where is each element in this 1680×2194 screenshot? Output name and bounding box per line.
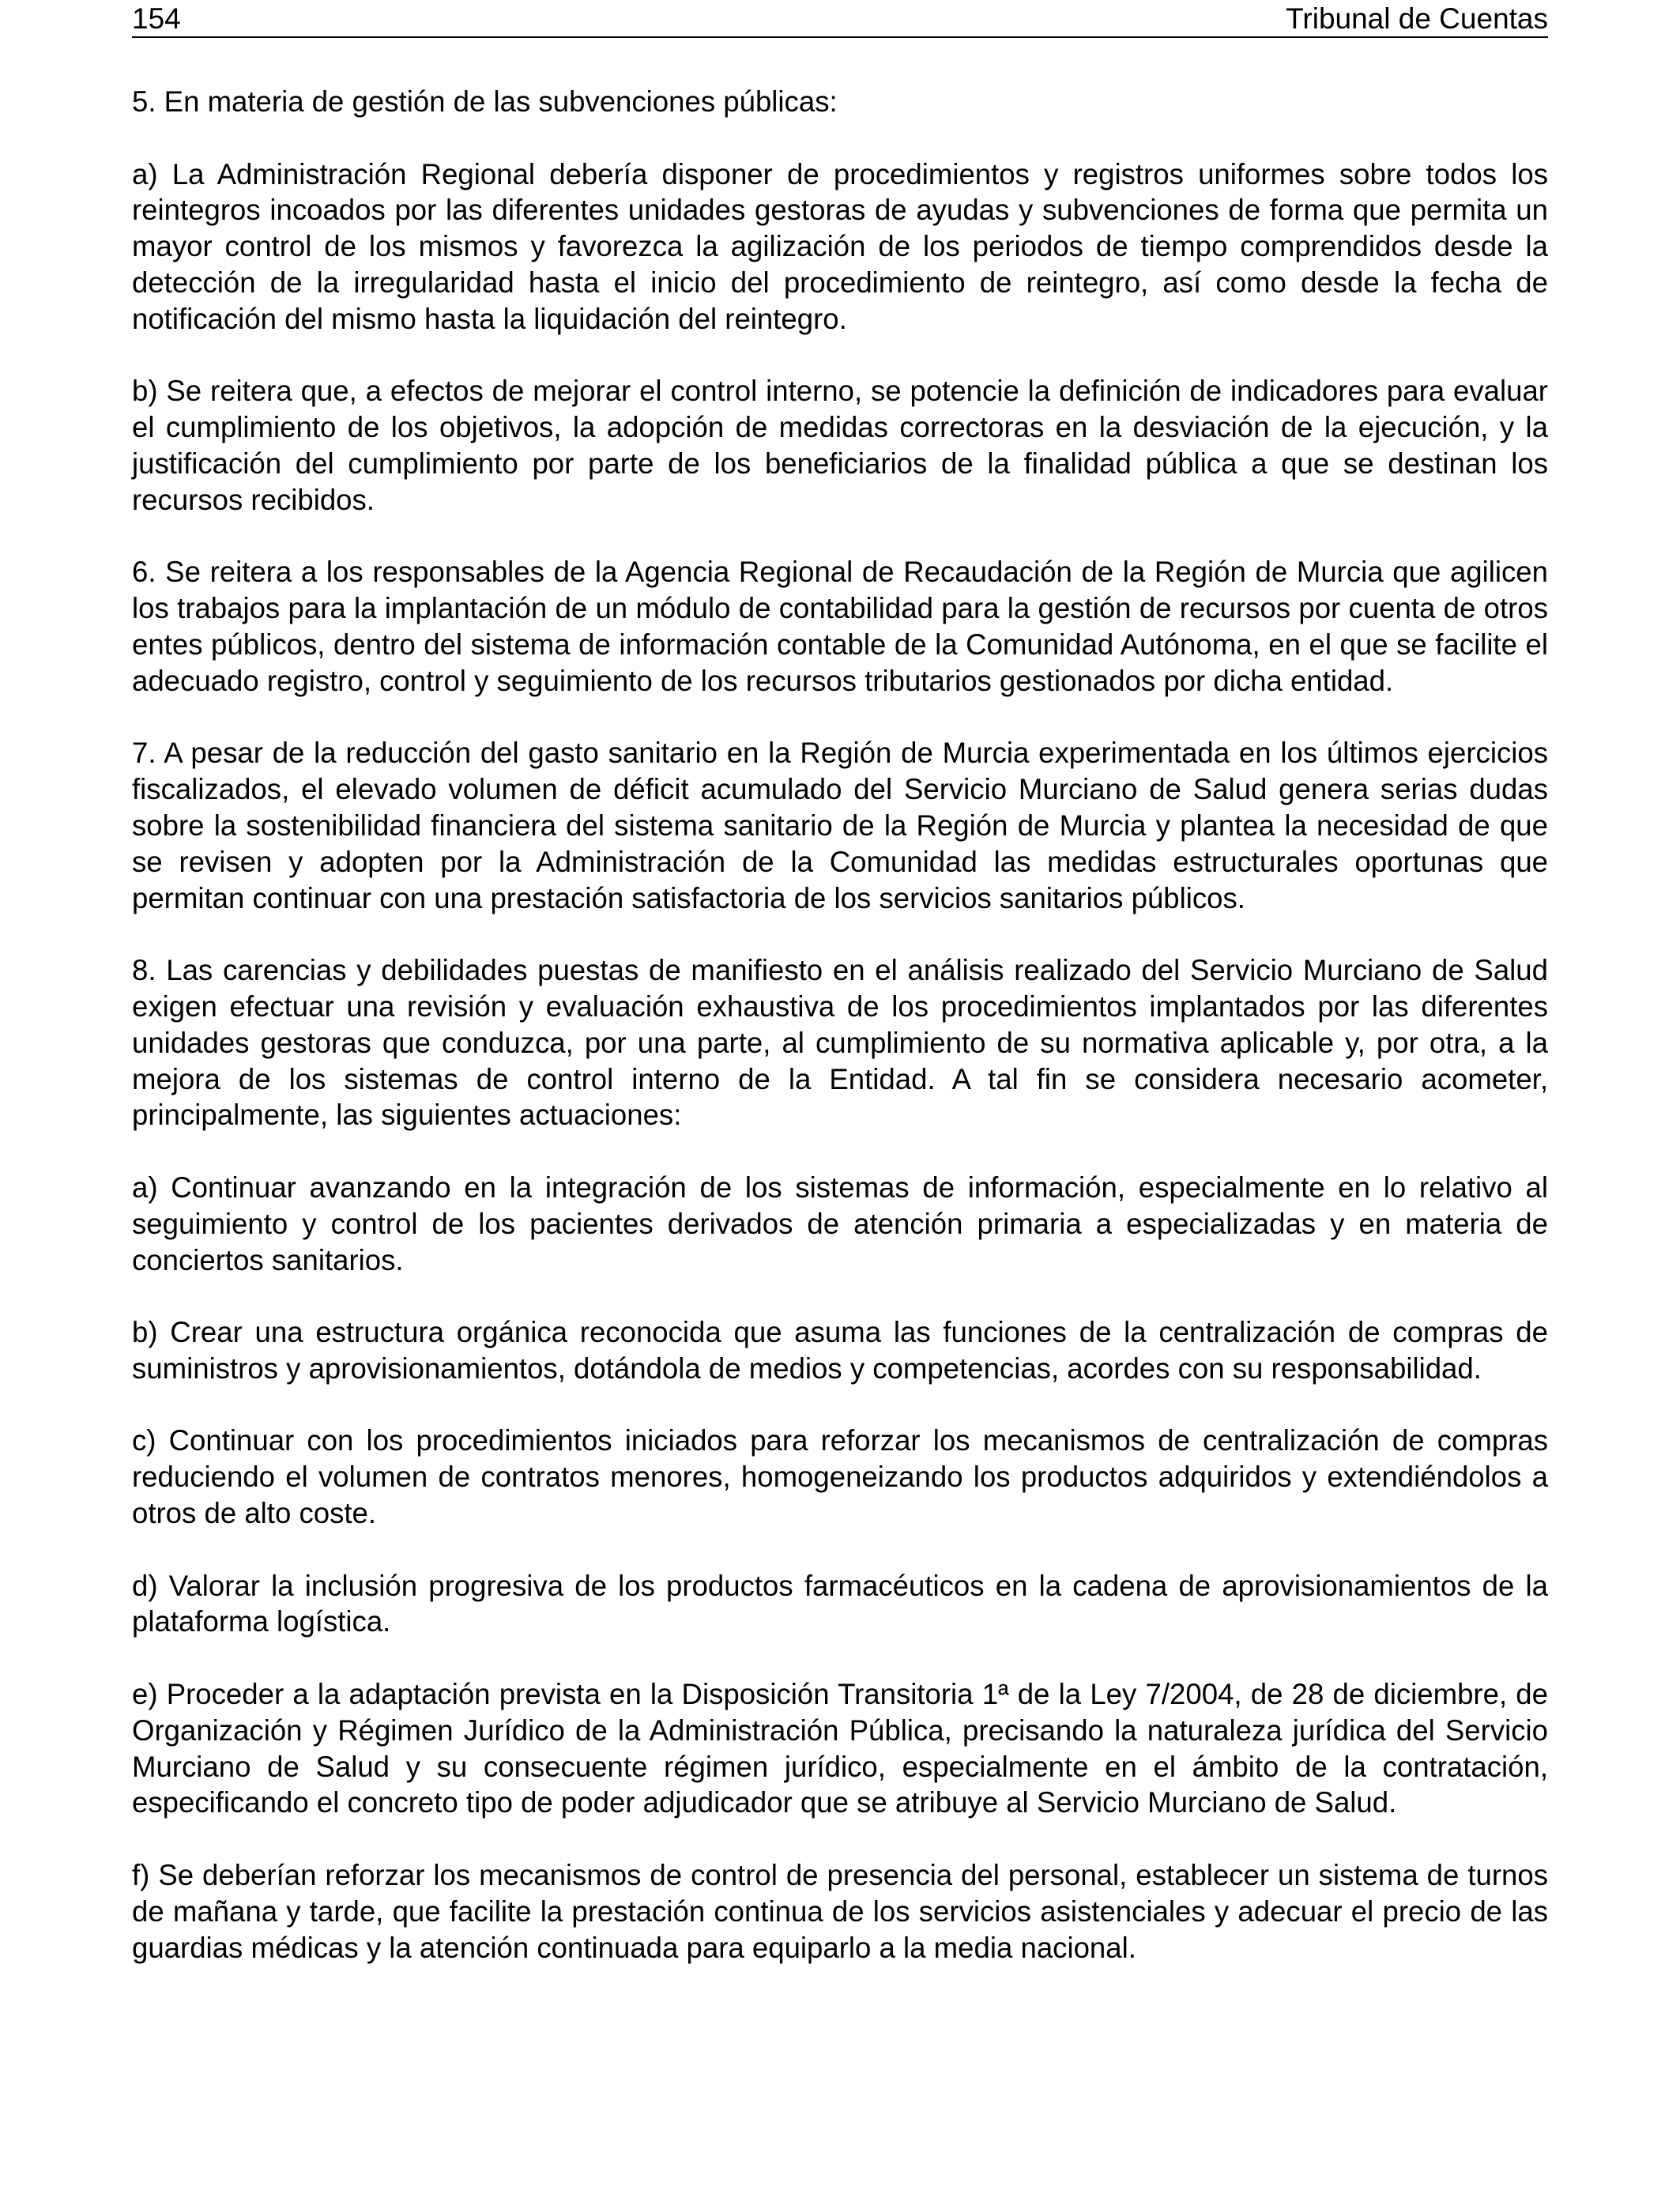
paragraph-8f: f) Se deberían reforzar los mecanismos de control de presencia del personal, establecer un sistema de turnos de mañana y tarde, que facilite la prestación continua de los servicios asistenciales y adecuar el precio de las guardias médicas y la atención continuada para equiparlo a la media nacional. — [132, 1859, 1548, 1964]
paragraph-8e: e) Proceder a la adaptación prevista en la Disposición Transitoria 1ª de la Ley 7/2004, de 28 de diciembre, de Organización y Régimen Jurídico de la Administración Pública, precisando la naturaleza jurídica del Servicio Murciano de Salud y su consecuente régimen jurídico, especialmente en el ámbito de la contratación, especificando el concreto tipo de poder adjudicador que se atribuye al Servicio Murciano de Salud. — [132, 1678, 1548, 1819]
paragraph-8-intro: 8. Las carencias y debilidades puestas de manifiesto en el análisis realizado del Servicio Murciano de Salud exigen efectuar una revisión y evaluación exhaustiva de los procedimientos implantados por las diferentes unidades gestoras que conduzca, por una parte, al cumplimiento de su normativa aplicable y, por otra, a la mejora de los sistemas de control interno de la Entidad. A tal fin se considera necesario acometer, principalmente, las siguientes actuaciones: — [132, 954, 1548, 1132]
paragraph-5-intro: 5. En materia de gestión de las subvenciones públicas: — [132, 85, 838, 118]
paragraph-8a: a) Continuar avanzando en la integración de los sistemas de información, especialmente en lo relativo al seguimiento y control de los pacientes derivados de atención primaria a especializadas y en materia de conciertos sanitarios. — [132, 1171, 1548, 1276]
document-body — [132, 84, 1548, 1966]
header-publisher: Tribunal de Cuentas — [1286, 2, 1548, 35]
page-header — [132, 2, 1548, 38]
paragraph-7: 7. A pesar de la reducción del gasto sanitario en la Región de Murcia experimentada en los últimos ejercicios fiscalizados, el elevado volumen de déficit acumulado del Servicio Murciano de Salud genera serias dudas sobre la sostenibilidad financiera del sistema sanitario de la Región de Murcia y plantea la necesidad de que se revisen y adopten por la Administración de la Comunidad las medidas estructurales oportunas que permitan continuar con una prestación satisfactoria de los servicios sanitarios públicos. — [132, 737, 1548, 914]
paragraph-8b: b) Crear una estructura orgánica reconocida que asuma las funciones de la centralización de compras de suministros y aprovisionamientos, dotándola de medios y competencias, acordes con su responsabilidad. — [132, 1316, 1548, 1385]
page-number: 154 — [132, 2, 181, 35]
paragraph-8c: c) Continuar con los procedimientos iniciados para reforzar los mecanismos de centralización de compras reduciendo el volumen de contratos menores, homogeneizando los productos adquiridos y extendiéndolos a otros de alto coste. — [132, 1424, 1548, 1530]
paragraph-6: 6. Se reitera a los responsables de la Agencia Regional de Recaudación de la Región de Murcia que agilicen los trabajos para la implantación de un módulo de contabilidad para la gestión de recursos por cuenta de otros entes públicos, dentro del sistema de información contable de la Comunidad Autónoma, en el que se facilite el adecuado registro, control y seguimiento de los recursos tributarios gestionados por dicha entidad. — [132, 556, 1548, 697]
paragraph-8d: d) Valorar la inclusión progresiva de los productos farmacéuticos en la cadena de aprovisionamientos de la plataforma logística. — [132, 1569, 1548, 1638]
paragraph-5b: b) Se reitera que, a efectos de mejorar el control interno, se potencie la definición de indicadores para evaluar el cumplimiento de los objetivos, la adopción de medidas correctoras en la desviación de la ejecución, y la justificación del cumplimiento por parte de los beneficiarios de la finalidad pública a que se destinan los recursos recibidos. — [132, 375, 1548, 516]
paragraph-5a: a) La Administración Regional debería disponer de procedimientos y registros uniformes sobre todos los reintegros incoados por las diferentes unidades gestoras de ayudas y subvenciones de forma que permita un mayor control de los mismos y favorezca la agilización de los periodos de tiempo comprendidos desde la detección de la irregularidad hasta el inicio del procedimiento de reintegro, así como desde la fecha de notificación del mismo hasta la liquidación del reintegro. — [132, 157, 1548, 335]
